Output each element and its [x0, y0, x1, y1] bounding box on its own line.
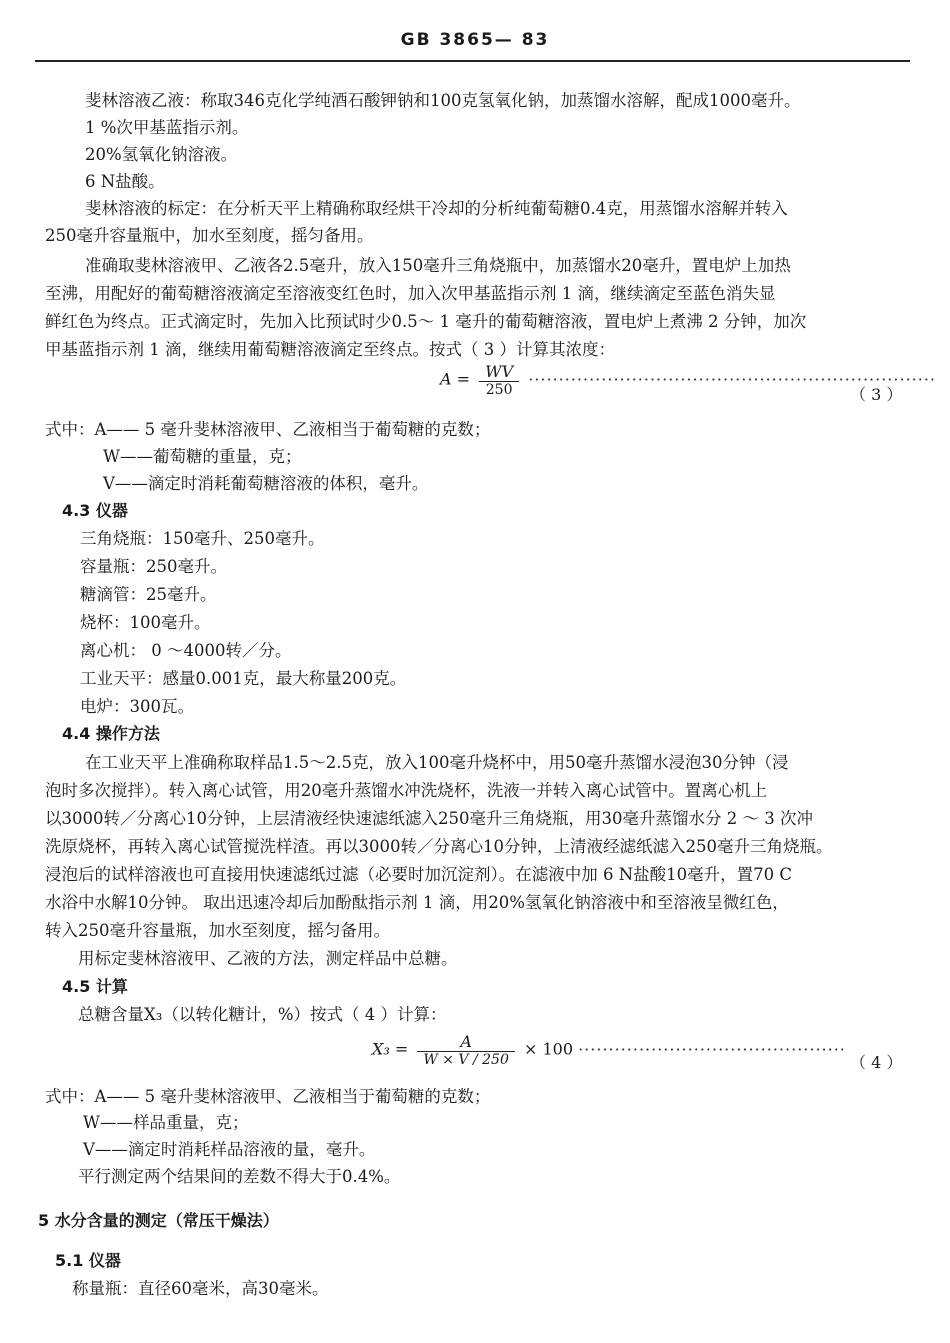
instrument-item: 三角烧瓶：150毫升、250毫升。	[80, 529, 325, 548]
text-line: 用标定斐林溶液甲、乙液的方法，测定样品中总糖。	[78, 949, 458, 968]
instrument-item: 电炉：300瓦。	[80, 697, 194, 716]
formula-4-leader: ············································	[578, 1039, 846, 1059]
where-line: W——样品重量，克；	[83, 1113, 249, 1132]
text-line: 20%氢氧化钠溶液。	[85, 145, 238, 164]
text-line: 甲基蓝指示剂 1 滴，继续用葡萄糖溶液滴定至终点。按式（ 3 ）计算其浓度：	[45, 340, 615, 359]
section-heading-4-5: 4.5 计算	[62, 977, 128, 996]
instrument-item: 离心机： 0 ～4000转／分。	[80, 641, 292, 660]
text-line: 泡时多次搅拌）。转入离心试管，用20毫升蒸馏水冲洗烧杯，洗液一并转入离心试管中。置离心机上	[45, 781, 768, 800]
instrument-item: 烧杯：100毫升。	[80, 613, 211, 632]
text-line: 至沸，用配好的葡萄糖溶液滴定至溶液变红色时，加入次甲基蓝指示剂 1 滴，继续滴定至蓝色消失显	[45, 284, 776, 303]
text-line: 6 N盐酸。	[85, 172, 165, 191]
section-heading-4-4: 4.4 操作方法	[62, 724, 160, 743]
text-line: 250毫升容量瓶中，加水至刻度，摇匀备用。	[45, 226, 374, 245]
formula-4	[372, 1032, 846, 1068]
text-line: 水浴中水解10分钟。 取出迅速冷却后加酚酞指示剂 1 滴，用20%氢氧化钠溶液中和至溶液呈微红色，	[45, 893, 789, 912]
where-line: 式中：A—— 5 毫升斐林溶液甲、乙液相当于葡萄糖的克数；	[45, 1087, 491, 1106]
text-line: 转入250毫升容量瓶，加水至刻度，摇匀备用。	[45, 921, 390, 940]
text-line: 平行测定两个结果间的差数不得大于0.4%。	[78, 1167, 401, 1186]
text-line: 洗原烧杯，再转入离心试管搅洗样渣。再以3000转／分离心10分钟，上清液经滤纸滤入250毫升三角烧瓶。	[45, 837, 833, 856]
formula-3-denominator: 250	[485, 382, 513, 398]
where-line: V——滴定时消耗样品溶液的量，毫升。	[83, 1140, 376, 1159]
where-line: 式中：A—— 5 毫升斐林溶液甲、乙液相当于葡萄糖的克数；	[45, 420, 491, 439]
text-line: 以3000转／分离心10分钟，上层清液经快速滤纸滤入250毫升三角烧瓶，用30毫升蒸馏水分 2 ～ 3 次冲	[45, 809, 813, 828]
text-line: 鲜红色为终点。正式滴定时，先加入比预试时少0.5～ 1 毫升的葡萄糖溶液，置电炉上煮沸 2 分钟，加次	[45, 312, 807, 331]
formula-3-leader: ···································································	[528, 369, 936, 389]
equation-number-4: （ 4 ）	[850, 1053, 903, 1072]
formula-4-numerator: A	[417, 1032, 514, 1052]
section-heading-5: 5 水分含量的测定（常压干燥法）	[38, 1211, 279, 1230]
formula-3-lhs: A =	[440, 369, 471, 389]
instrument-item: 工业天平：感量0.001克，最大称量200克。	[80, 669, 407, 688]
formula-3-numerator: WV	[479, 362, 519, 382]
page-header: GB 3865— 83	[400, 30, 550, 50]
text-line: 称量瓶：直径60毫米，高30毫米。	[72, 1279, 329, 1298]
header-rule	[35, 60, 910, 62]
text-line: 斐林溶液乙液：称取346克化学纯酒石酸钾钠和100克氢氧化钠，加蒸馏水溶解，配成1000毫升。	[85, 91, 801, 110]
where-line: W——葡萄糖的重量，克；	[103, 447, 302, 466]
text-line: 在工业天平上准确称取样品1.5～2.5克，放入100毫升烧杯中，用50毫升蒸馏水浸泡30分钟（浸	[85, 753, 789, 772]
formula-4-multiplier: × 100	[523, 1039, 573, 1059]
formula-4-denominator: W × V / 250	[423, 1052, 509, 1068]
text-line: 1 %次甲基蓝指示剂。	[85, 118, 249, 137]
text-line: 浸泡后的试样溶液也可直接用快速滤纸过滤（必要时加沉淀剂）。在滤液中加 6 N盐酸10毫升，置70 C	[45, 865, 793, 884]
formula-3-fraction	[479, 362, 519, 398]
text-line: 准确取斐林溶液甲、乙液各2.5毫升，放入150毫升三角烧瓶中，加蒸馏水20毫升，置电炉上加热	[85, 256, 791, 275]
text-line: 总糖含量X₃（以转化糖计，%）按式（ 4 ）计算：	[78, 1005, 447, 1024]
where-line: V——滴定时消耗葡萄糖溶液的体积，毫升。	[103, 474, 429, 493]
equation-number-3: （ 3 ）	[850, 385, 903, 404]
section-heading-5-1: 5.1 仪器	[55, 1251, 121, 1270]
instrument-item: 容量瓶：250毫升。	[80, 557, 227, 576]
instrument-item: 糖滴管：25毫升。	[80, 585, 217, 604]
text-line: 斐林溶液的标定：在分析天平上精确称取经烘干冷却的分析纯葡萄糖0.4克，用蒸馏水溶解并转入	[85, 199, 788, 218]
formula-4-fraction	[417, 1032, 514, 1068]
section-heading-4-3: 4.3 仪器	[62, 501, 128, 520]
formula-4-lhs: X₃ =	[372, 1039, 409, 1059]
